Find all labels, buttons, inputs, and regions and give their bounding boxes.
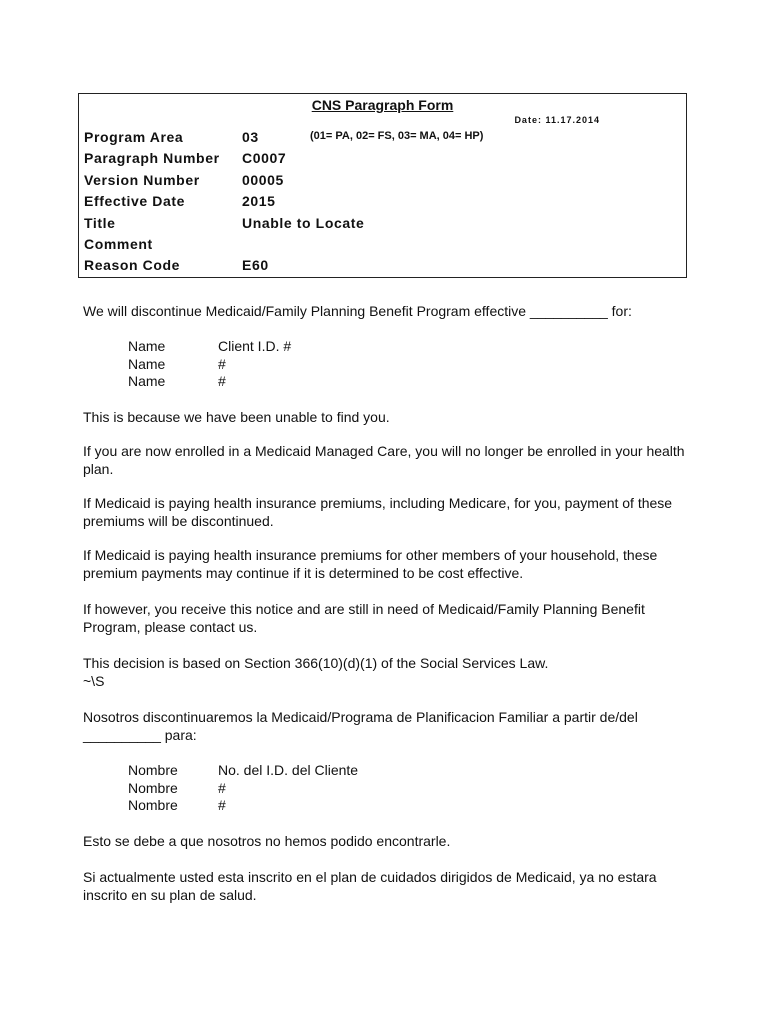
field-value: 03 xyxy=(242,129,259,145)
field-label: Comment xyxy=(84,235,153,252)
client-id-label: Client I.D. # xyxy=(218,338,292,354)
client-id-label: # xyxy=(218,355,226,372)
program-area-legend: (01= PA, 02= FS, 03= MA, 04= HP) xyxy=(310,130,484,142)
field-value: E60 xyxy=(242,257,269,274)
client-id-label: # xyxy=(218,373,226,390)
field-value: C0007 xyxy=(242,150,287,167)
cns-paragraph-form-box xyxy=(78,93,687,278)
field-value: Unable to Locate xyxy=(242,214,365,231)
name-label: Nombre xyxy=(128,797,178,814)
name-label: Nombre xyxy=(128,762,178,778)
spanish-paragraph-1: Esto se debe a que nosotros no hemos podido encontrarle. xyxy=(83,833,451,849)
client-id-label: # xyxy=(218,797,226,814)
name-label: Nombre xyxy=(128,779,178,796)
english-paragraph-1: This is because we have been unable to find you. xyxy=(83,409,390,425)
name-label: Name xyxy=(128,355,166,372)
field-label: Program Area xyxy=(84,129,184,145)
field-label: Version Number xyxy=(84,171,200,188)
field-value: 00005 xyxy=(242,171,284,188)
spanish-paragraph-2: Si actualmente usted esta inscrito en el plan de cuidados dirigidos de Medicaid, ya no estara inscrito en su plan de salud. xyxy=(83,869,657,903)
english-paragraph-6: This decision is based on Section 366(10)(d)(1) of the Social Services Law. xyxy=(83,655,549,671)
name-label: Name xyxy=(128,338,166,354)
field-label: Paragraph Number xyxy=(84,150,220,167)
field-label: Effective Date xyxy=(84,193,185,210)
english-paragraph-5: If however, you receive this notice and are still in need of Medicaid/Family Planning Benefit Program, please contact us. xyxy=(83,601,645,635)
field-label: Title xyxy=(84,214,116,231)
name-label: Name xyxy=(128,373,166,390)
english-paragraph-6-code: ~\S xyxy=(83,673,105,689)
english-paragraph-4: If Medicaid is paying health insurance premiums for other members of your household, these premium payments may continue if it is determined to be cost effective. xyxy=(83,547,658,581)
form-title: CNS Paragraph Form xyxy=(311,97,454,113)
client-id-label: No. del I.D. del Cliente xyxy=(218,762,359,778)
field-value: 2015 xyxy=(242,193,276,210)
english-paragraph-3: If Medicaid is paying health insurance premiums, including Medicare, for you, payment of these premiums will be discontinued. xyxy=(83,495,673,529)
english-intro: We will discontinue Medicaid/Family Planning Benefit Program effective __________ for: xyxy=(83,303,632,319)
client-id-label: # xyxy=(218,779,226,796)
form-date: Date: 11.17.2014 xyxy=(514,115,600,125)
english-paragraph-2: If you are now enrolled in a Medicaid Managed Care, you will no longer be enrolled in your health plan. xyxy=(83,443,685,477)
field-label: Reason Code xyxy=(84,257,181,274)
spanish-intro: Nosotros discontinuaremos la Medicaid/Programa de Planificacion Familiar a partir de/del __________ para: xyxy=(83,709,638,743)
